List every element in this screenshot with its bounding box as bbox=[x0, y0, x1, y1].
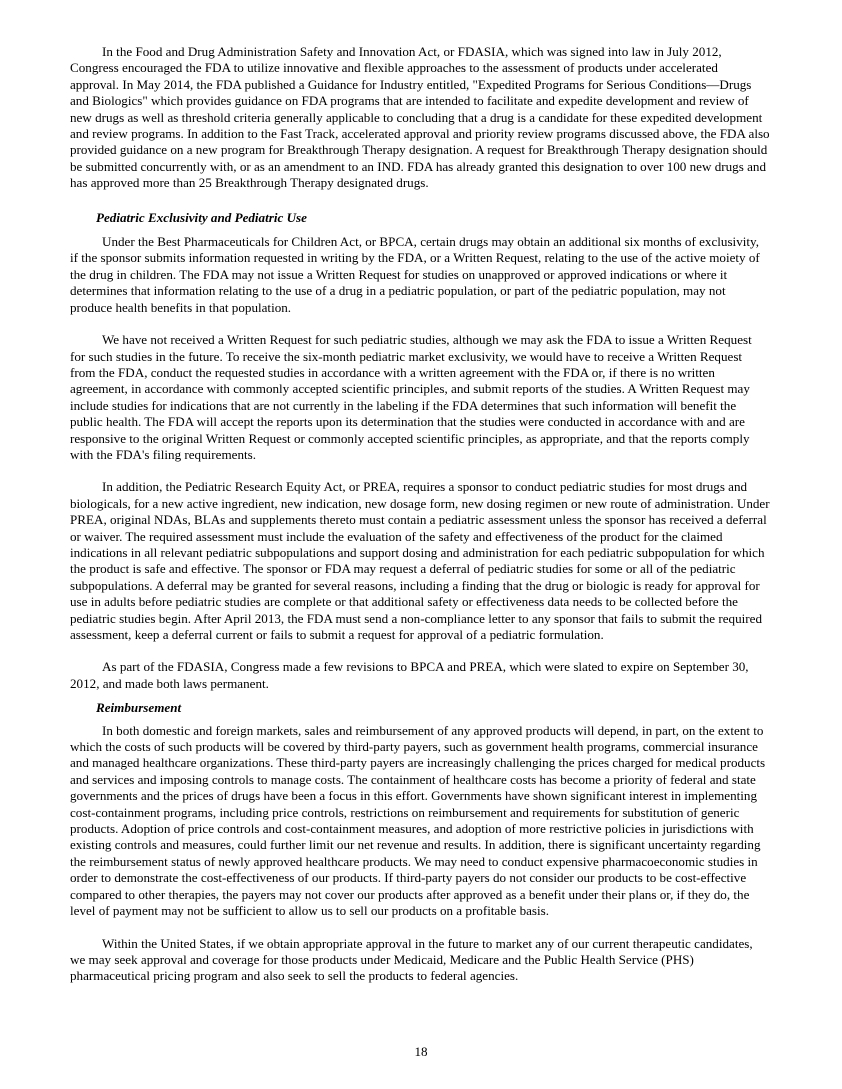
paragraph-fdasia-revisions: As part of the FDASIA, Congress made a few revisions to BPCA and PREA, which were slated to expire on September 30, 2012, and made both laws permanent. bbox=[70, 659, 749, 691]
section-heading-reimbursement: Reimbursement bbox=[96, 700, 182, 716]
paragraph-written-request: We have not received a Written Request for such pediatric studies, although we may ask the FDA to issue a Written Request for such studies in the future. To receive the six-month pediatric market exclusivity, we would have to receive a Written Request from the FDA, conduct the requested studies in accordance with a written agreement with the FDA or, if there is no written agreement, in accordance with commonly accepted scientific principles, and submit reports of the studies. A Written Request may include studies for indications that are not currently in the labeling if the FDA determines that such information will benefit the public health. The FDA will accept the reports upon its determination that the studies were conducted in accordance with and are responsive to the original Written Request or commonly accepted scientific principles, as appropriate, and that the reports comply with the FDA's filing requirements. bbox=[70, 332, 752, 462]
document-page bbox=[70, 44, 770, 985]
paragraph-prea-requirements: In addition, the Pediatric Research Equity Act, or PREA, requires a sponsor to conduct pediatric studies for most drugs and biologicals, for a new active ingredient, new indication, new dosage form, new dosing regimen or new route of administration. Under PREA, original NDAs, BLAs and supplements thereto must contain a pediatric assessment unless the sponsor has received a deferral or waiver. The required assessment must include the evaluation of the safety and effectiveness of the product for the claimed indications in all relevant pediatric subpopulations and support dosing and administration for each pediatric subpopulation for which the product is safe and effective. The sponsor or FDA may request a deferral of pediatric studies for some or all of the pediatric subpopulations. A deferral may be granted for several reasons, including a finding that the drug or biologic is ready for approval for use in adults before pediatric studies are complete or that additional safety or effectiveness data needs to be collected before the pediatric studies begin. After April 2013, the FDA must send a non-compliance letter to any sponsor that fails to submit the required assessment, keep a deferral current or fails to submit a request for approval of a pediatric formulation. bbox=[70, 479, 770, 642]
section-heading-pediatric-exclusivity: Pediatric Exclusivity and Pediatric Use bbox=[96, 209, 307, 225]
paragraph-fdasia-accelerated-approval: In the Food and Drug Administration Safety and Innovation Act, or FDASIA, which was signed into law in July 2012, Congress encouraged the FDA to utilize innovative and flexible approaches to the assessment of products under accelerated approval. In May 2014, the FDA published a Guidance for Industry entitled, "Expedited Programs for Serious Conditions—Drugs and Biologics" which provides guidance on FDA programs that are intended to facilitate and expedite development and review of new drugs as well as threshold criteria generally applicable to concluding that a drug is a candidate for these expedited development and review programs. In addition to the Fast Track, accelerated approval and priority review programs discussed above, the FDA also provided guidance on a new program for Breakthrough Therapy designation. A request for Breakthrough Therapy designation should be submitted concurrently with, or as an amendment to an IND. FDA has already granted this designation to over 100 new drugs and has approved more than 25 Breakthrough Therapy designated drugs. bbox=[70, 44, 770, 191]
paragraph-reimbursement-payers: In both domestic and foreign markets, sales and reimbursement of any approved products will depend, in part, on the extent to which the costs of such products will be covered by third-party payers, such as government health programs, commercial insurance and managed healthcare organizations. These third-party payers are increasingly challenging the prices charged for medical products and services and imposing controls to manage costs. The containment of healthcare costs has become a priority of federal and state governments and the prices of drugs have been a focus in this effort. Governments have shown significant interest in implementing cost-containment programs, including price controls, restrictions on reimbursement and requirements for substitution of generic products. Adoption of price controls and cost-containment measures, and adoption of more restrictive policies in jurisdictions with existing controls and measures, could further limit our net revenue and results. In addition, there is significant uncertainty regarding the reimbursement status of newly approved healthcare products. We may need to conduct expensive pharmacoeconomic studies in order to demonstrate the cost-effectiveness of our products. If third-party payers do not consider our products to be cost-effective compared to other therapies, the payers may not cover our products after approved as a benefit under their plans or, if they do, the level of payment may not be sufficient to allow us to sell our products on a profitable basis. bbox=[70, 722, 766, 919]
page-number: 18 bbox=[414, 1044, 428, 1059]
paragraph-bpca-exclusivity: Under the Best Pharmaceuticals for Children Act, or BPCA, certain drugs may obtain an additional six months of exclusivity, if the sponsor submits information requested in writing by the FDA, or a Written Request, relating to the use of the active moiety of the drug in children. The FDA may not issue a Written Request for studies on unapproved or approved indications or where it determines that information relating to the use of a drug in a pediatric population, or part of the pediatric population, may not produce health benefits in that population. bbox=[70, 234, 760, 315]
paragraph-medicaid-medicare: Within the United States, if we obtain appropriate approval in the future to market any of our current therapeutic candidates, we may seek approval and coverage for those products under Medicaid, Medicare and the Public Health Service (PHS) pharmaceutical pricing program and also seek to sell the products to federal agencies. bbox=[70, 935, 753, 984]
